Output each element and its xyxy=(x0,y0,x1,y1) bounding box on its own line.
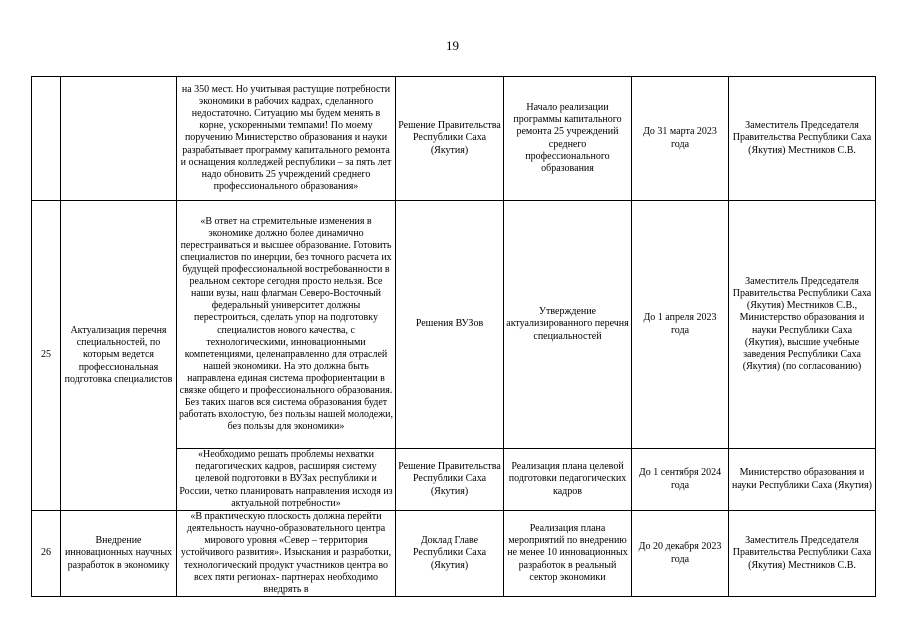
result-cell: Реализация плана мероприятий по внедрению не менее 10 инновационных разработок в реальный сектор экономики xyxy=(504,511,632,597)
row-number-cell xyxy=(32,77,61,201)
quote-cell: «Необходимо решать проблемы нехватки педагогических кадров, расширяя систему целевой подготовки в ВУЗах республики и России, четко планировать направления исходя из актуальной потребности» xyxy=(177,449,396,511)
page-number: 19 xyxy=(446,38,459,53)
deadline-cell: До 1 сентября 2024 года xyxy=(632,449,729,511)
form-cell: Доклад Главе Республики Саха (Якутия) xyxy=(396,511,504,597)
row-number-cell: 26 xyxy=(32,511,61,597)
result-cell: Утверждение актуализированного перечня специальностей xyxy=(504,201,632,449)
form-cell: Решения ВУЗов xyxy=(396,201,504,449)
form-cell: Решение Правительства Республики Саха (Якутия) xyxy=(396,77,504,201)
quote-cell: «В практическую плоскость должна перейти деятельность научно-образовательного центра мирового уровня «Север – территория устойчивого развития». Изыскания и разработки, технологический продукт участников центра во всех пяти регионах- партнерах необходимо внедрять в xyxy=(177,511,396,597)
table-row xyxy=(32,77,876,201)
result-cell: Начало реализации программы капитального ремонта 25 учреждений среднего профессионального образования xyxy=(504,77,632,201)
responsible-cell: Министерство образования и науки Республики Саха (Якутия) xyxy=(729,449,876,511)
quote-cell: «В ответ на стремительные изменения в экономике должно более динамично перестраиваться и высшее образование. Готовить специалистов по инерции, без точного расчета их будущей профессиональной востребованности в реальном секторе сегодня просто нельзя. Все наши вузы, наш флагман Северо-Восточный федеральный университет должны перестроиться, сделать упор на подготовку специалистов нового качества, с технологическими, инновационными компетенциями, целенаправленно для отраслей нашей экономики. На это должна быть направлена единая система профориентации в связке общего и профессионального образования. Без таких шагов вся система образования будет работать вхолостую, без пользы нашей молодежи, без пользы для экономики» xyxy=(177,201,396,449)
quote-cell: на 350 мест. Но учитывая растущие потребности экономики в рабочих кадрах, сделанного недостаточно. Ситуацию мы будем менять в корне, ускоренными темпами! По моему поручению Министерство образования и науки разрабатывает программу капитального ремонта и оснащения колледжей республики – за пять лет надо обновить 25 учреждений среднего профессионального образования» xyxy=(177,77,396,201)
table-row xyxy=(32,511,876,597)
deadline-cell: До 31 марта 2023 года xyxy=(632,77,729,201)
deadline-cell: До 20 декабря 2023 года xyxy=(632,511,729,597)
direction-cell xyxy=(61,77,177,201)
direction-cell: Внедрение инновационных научных разработок в экономику xyxy=(61,511,177,597)
form-cell: Решение Правительства Республики Саха (Якутия) xyxy=(396,449,504,511)
measures-table xyxy=(31,76,876,597)
responsible-cell: Заместитель Председателя Правительства Республики Саха (Якутия) Местников С.В., Министерство образования и науки Республики Саха (Якутия), высшие учебные заведения Республики Саха (Якутия) (по согласованию) xyxy=(729,201,876,449)
direction-cell: Актуализация перечня специальностей, по которым ведется профессиональная подготовка специалистов xyxy=(61,201,177,511)
deadline-cell: До 1 апреля 2023 года xyxy=(632,201,729,449)
responsible-cell: Заместитель Председателя Правительства Республики Саха (Якутия) Местников С.В. xyxy=(729,77,876,201)
result-cell: Реализация плана целевой подготовки педагогических кадров xyxy=(504,449,632,511)
responsible-cell: Заместитель Председателя Правительства Республики Саха (Якутия) Местников С.В. xyxy=(729,511,876,597)
table-row xyxy=(32,201,876,449)
row-number-cell: 25 xyxy=(32,201,61,511)
